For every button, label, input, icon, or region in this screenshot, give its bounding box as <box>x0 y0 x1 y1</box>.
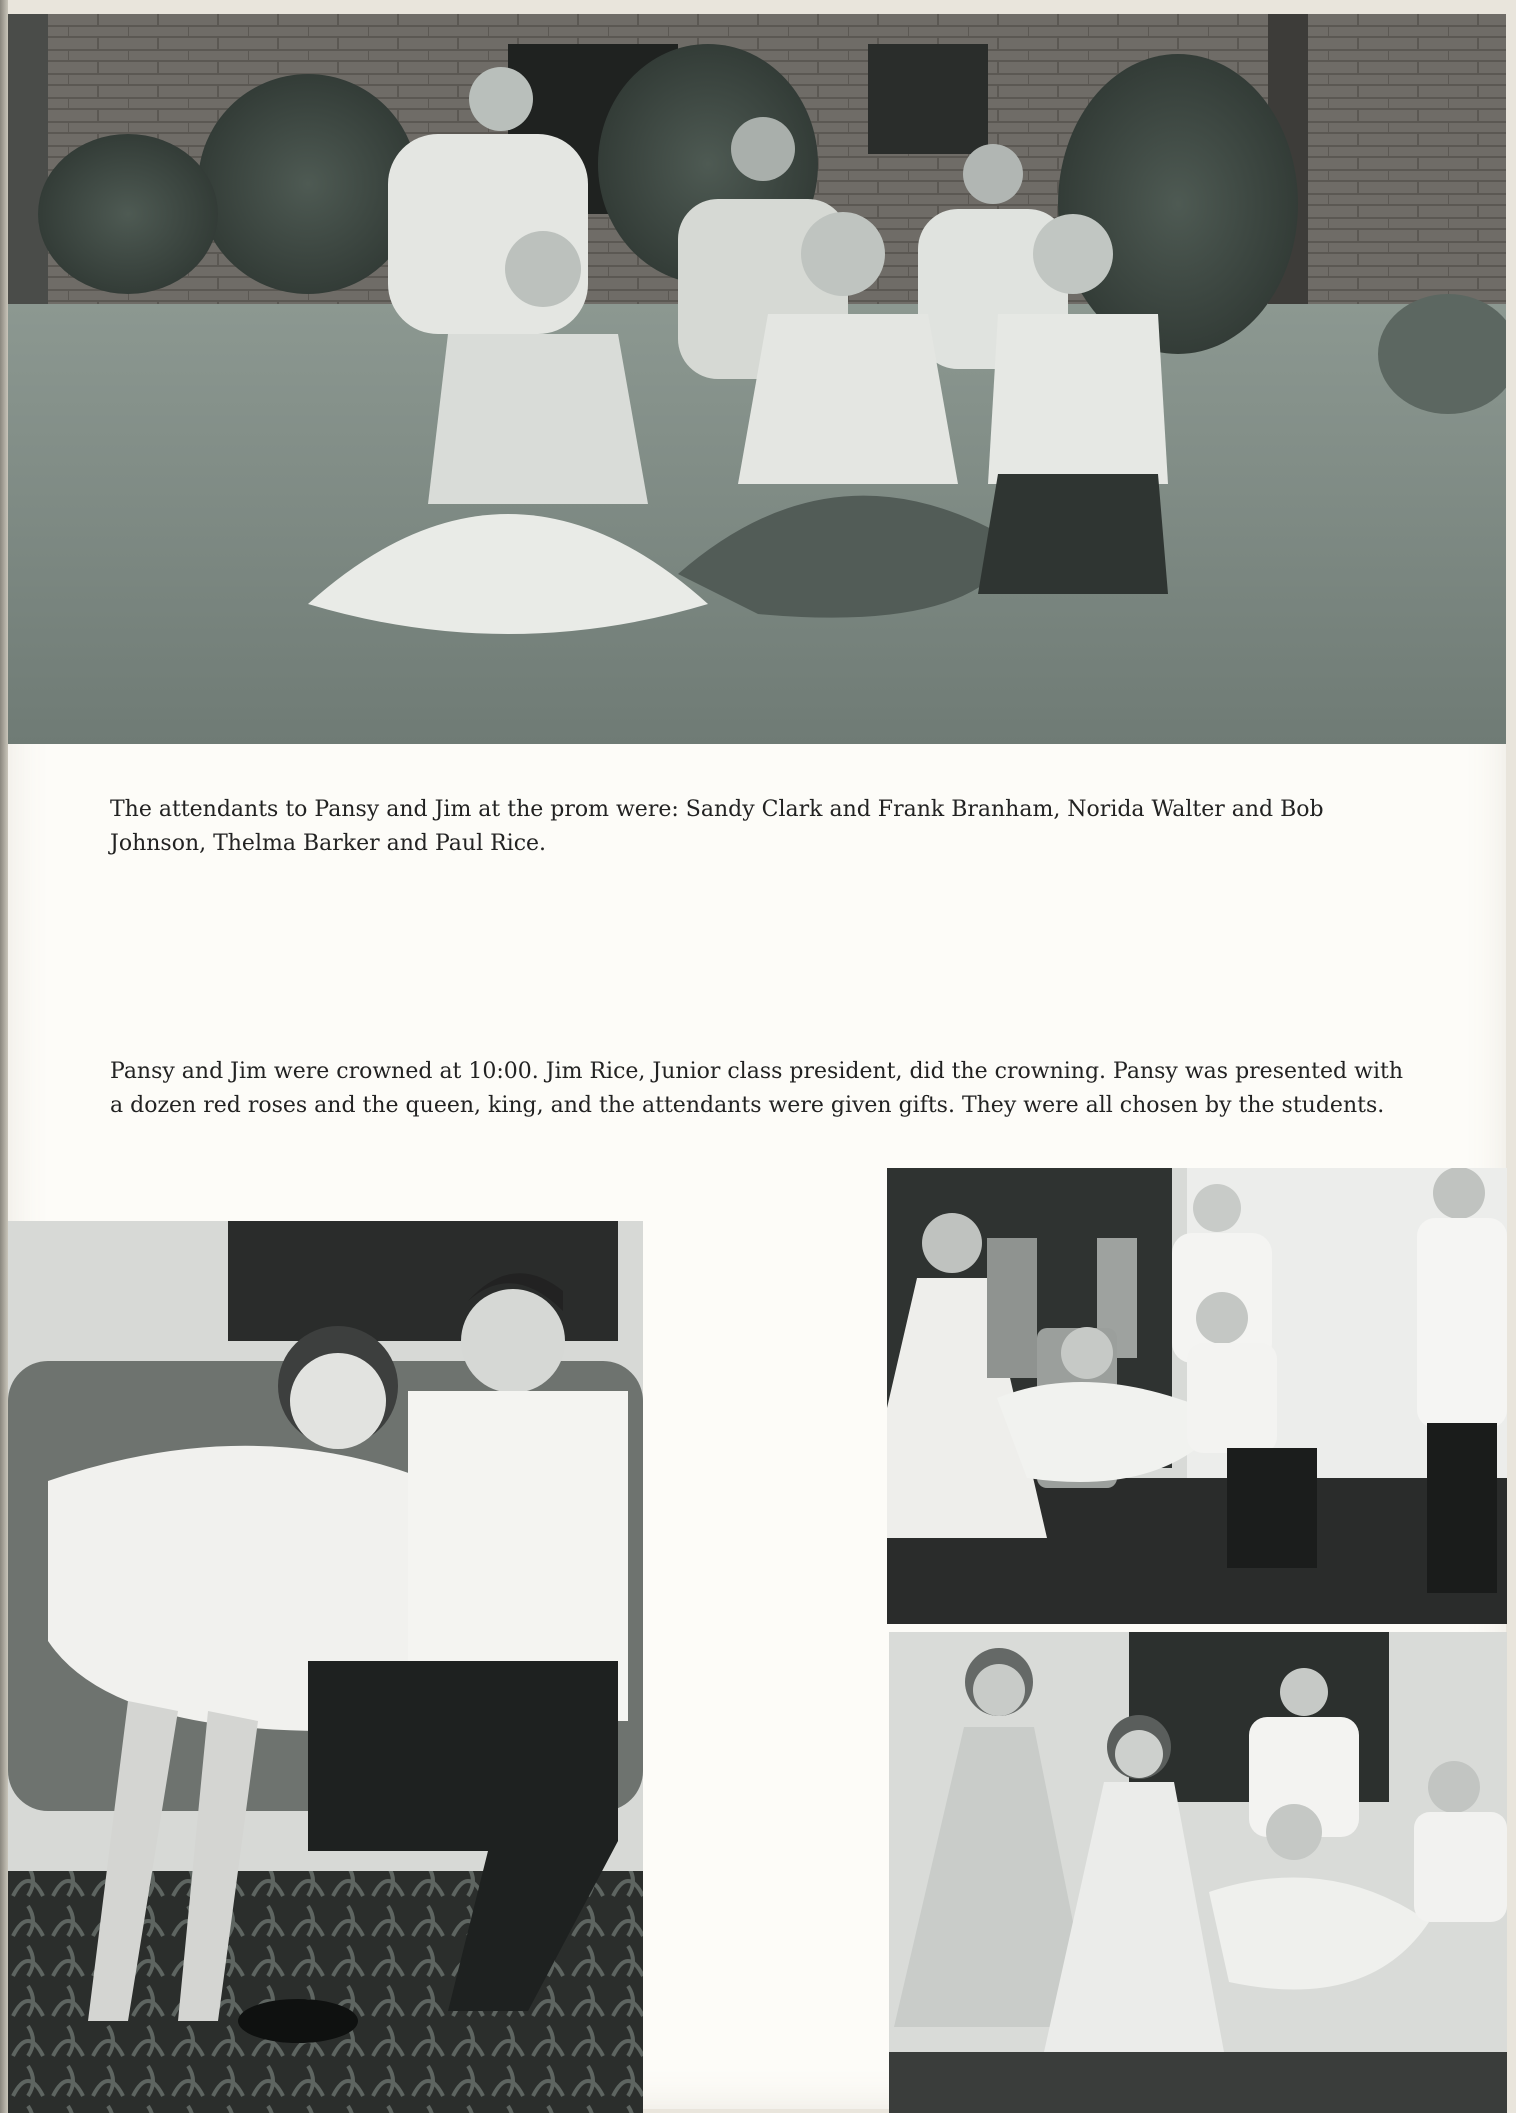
photo-queen-with-attendants <box>889 1632 1507 2113</box>
page-binding-edge <box>0 0 8 2113</box>
photo-queen-and-king-on-sofa <box>8 1221 643 2113</box>
caption-attendants: The attendants to Pansy and Jim at the prom were: Sandy Clark and Frank Branham, Norida Walter and Bob Johnson, Thelma Barker and Paul Rice. <box>110 797 1324 856</box>
photo-attendants-on-lawn <box>8 14 1506 744</box>
photo-crowning-ceremony <box>887 1168 1507 1624</box>
caption-crowning: Pansy and Jim were crowned at 10:00. Jim Rice, Junior class president, did the crowning. Pansy was presented with a dozen red roses and the queen, king, and the attendants were given gifts. They were all chosen by the students. <box>110 1059 1403 1118</box>
